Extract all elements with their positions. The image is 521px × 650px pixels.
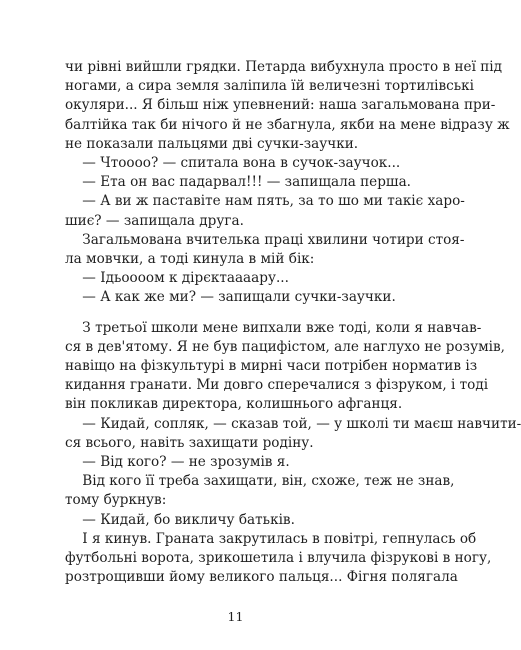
text-line: він покликав директора, колишнього афганця. — [65, 396, 403, 413]
text-line: ся всього, навіть захищати родіну. — [65, 434, 314, 451]
text-line: ся в дев'ятому. Я не був пацифістом, але наглухо не розумів, — [65, 338, 505, 355]
text-line: футбольні ворота, зрикошетила і влучила фізрукові в ногу, — [65, 550, 492, 566]
text-line: окуляри... Я більш ніж упевнений: наша загальмована при- — [65, 97, 496, 114]
dialogue-line: — Кидай, бо викличу батьків. — [65, 511, 295, 528]
dialogue-line: — Від кого? — не зрозумів я. — [65, 454, 290, 470]
text-line: балтійка так би нічого й не збагнула, якби на мене відразу ж — [65, 116, 510, 133]
text-line: І я кинув. Граната закрутилась в повітрі, гепнулась об — [65, 530, 477, 547]
dialogue-line: — Кидай, сопляк, — сказав той, — у школі ти маєш навчити- — [65, 415, 521, 432]
text-line: навіщо на фізкультурі в мирні часи потрібен норматив із — [65, 358, 478, 374]
text-line: ногами, а сира земля заліпила їй величезні тортилівські — [65, 78, 475, 95]
dialogue-line: — Ета он вас падарвал!!! — запищала перша. — [65, 174, 411, 191]
text-line: З третьої школи мене випхали вже тоді, коли я навчав- — [65, 319, 482, 336]
dialogue-line: — Чтоооо? — спитала вона в сучок-заучок... — [65, 155, 401, 171]
text-line: чи рівні вийшли грядки. Петарда вибухнула просто в неї під — [65, 59, 503, 75]
text-line: ла мовчки, а тоді кинула в мій бік: — [65, 251, 315, 267]
text-line: Загальмована вчителька праці хвилини чотири стоя- — [65, 231, 465, 248]
dialogue-line: — Ідьоооом к дірєктаааару... — [65, 270, 289, 287]
dialogue-line: — А ви ж паставіте нам пять, за то шо ми такіє харо- — [65, 193, 465, 210]
text-line: розтрощивши йому великого пальця... Фігня полягала — [65, 569, 458, 586]
text-line: шиє? — запищала друга. — [65, 212, 244, 229]
text-line: кидання гранати. Ми довго сперечалися з фізруком, і тоді — [65, 377, 489, 394]
text-line: тому буркнув: — [65, 492, 167, 509]
page-number: 11 — [227, 609, 244, 624]
text-line: не показали пальцями дві сучки-заучки. — [65, 135, 359, 152]
text-line: Від кого її треба захищати, він, схоже, теж не знав, — [65, 473, 455, 490]
dialogue-line: — А как же ми? — запищали сучки-заучки. — [65, 289, 396, 306]
